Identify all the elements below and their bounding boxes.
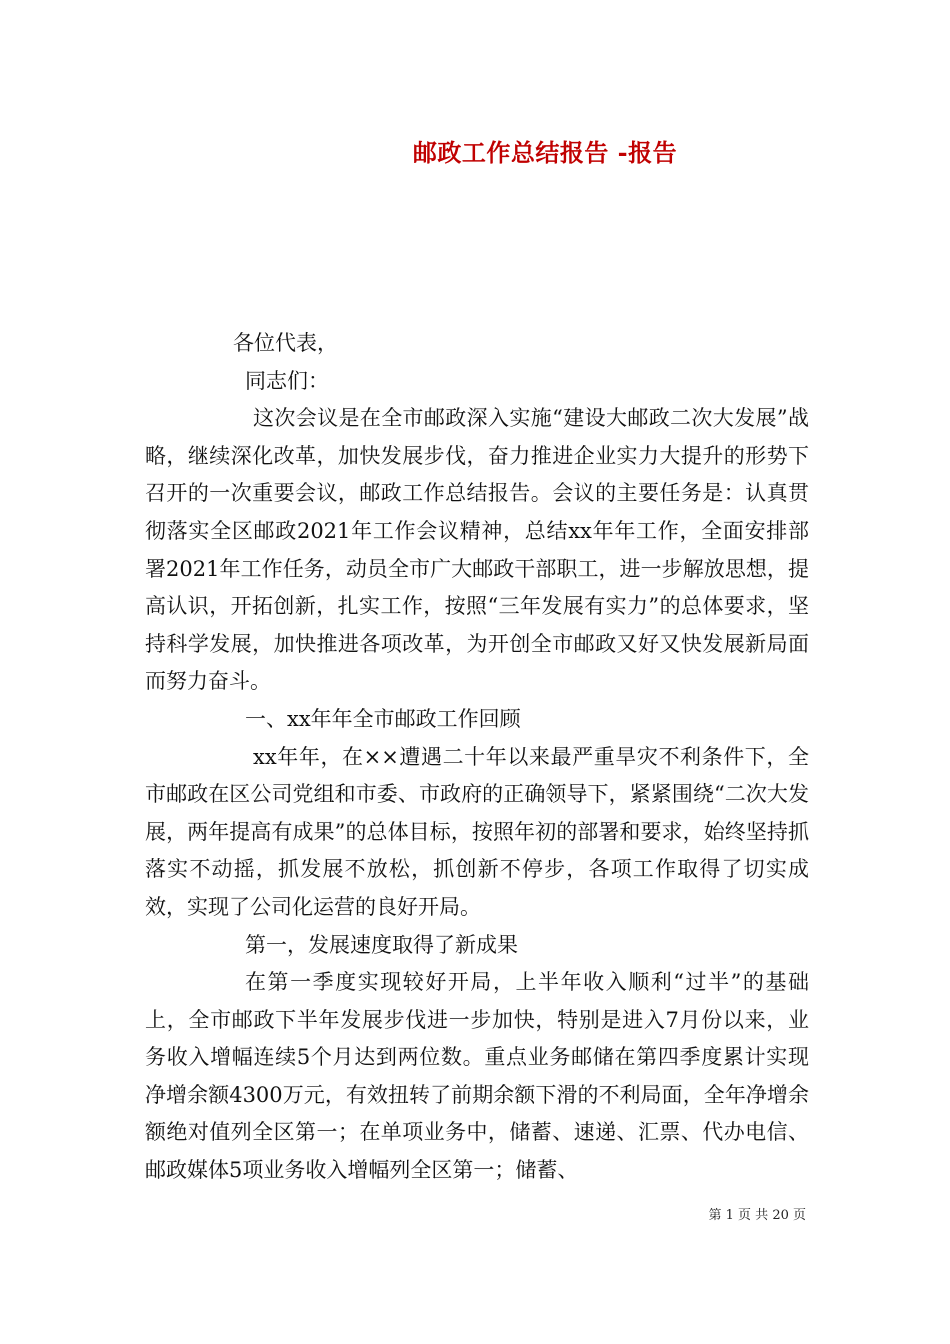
salutation-comrades: 同志们： (245, 368, 329, 393)
paragraph-review: xx年年，在××遭遇二十年以来最严重旱灾不利条件下，全市邮政在区公司党组和市委、市政府的正确领导下，紧紧围绕“二次大发展，两年提高有成果”的总体目标，按照年初的部署和要求，始终坚持抓落实不动摇，抓发展不放松，抓创新不停步，各项工作取得了切实成效，实现了公司化运营的良好开局。 (145, 744, 809, 919)
subheading-first: 第一，发展速度取得了新成果 (245, 932, 518, 957)
document-body (145, 325, 809, 1190)
section-heading-review: 一、xx年年全市邮政工作回顾 (245, 706, 521, 731)
paragraph-first: 在第一季度实现较好开局，上半年收入顺利“过半”的基础上，全市邮政下半年发展步伐进一步加快，特别是进入7月份以来，业务收入增幅连续5个月达到两位数。重点业务邮储在第四季度累计实现净增余额4300万元，有效扭转了前期余额下滑的不利局面，全年净增余额绝对值列全区第一；在单项业务中，储蓄、速递、汇票、代办电信、邮政媒体5项业务收入增幅列全区第一；储蓄、 (145, 970, 809, 1183)
page-number-footer: 第 1 页 共 20 页 (708, 1208, 806, 1223)
salutation-delegates: 各位代表， (233, 331, 338, 355)
document-title: 邮政工作总结报告 -报告 (412, 138, 678, 167)
paragraph-intro: 这次会议是在全市邮政深入实施“建设大邮政二次大发展”战略，继续深化改革，加快发展步伐，奋力推进企业实力大提升的形势下召开的一次重要会议，邮政工作总结报告。会议的主要任务是：认真贯彻落实全区邮政2021年工作会议精神，总结xx年年工作，全面安排部署2021年工作任务，动员全市广大邮政干部职工，进一步解放思想，提高认识，开拓创新，扎实工作，按照“三年发展有实力”的总体要求，坚持科学发展，加快推进各项改革，为开创全市邮政又好又快发展新局面而努力奋斗。 (145, 406, 809, 694)
